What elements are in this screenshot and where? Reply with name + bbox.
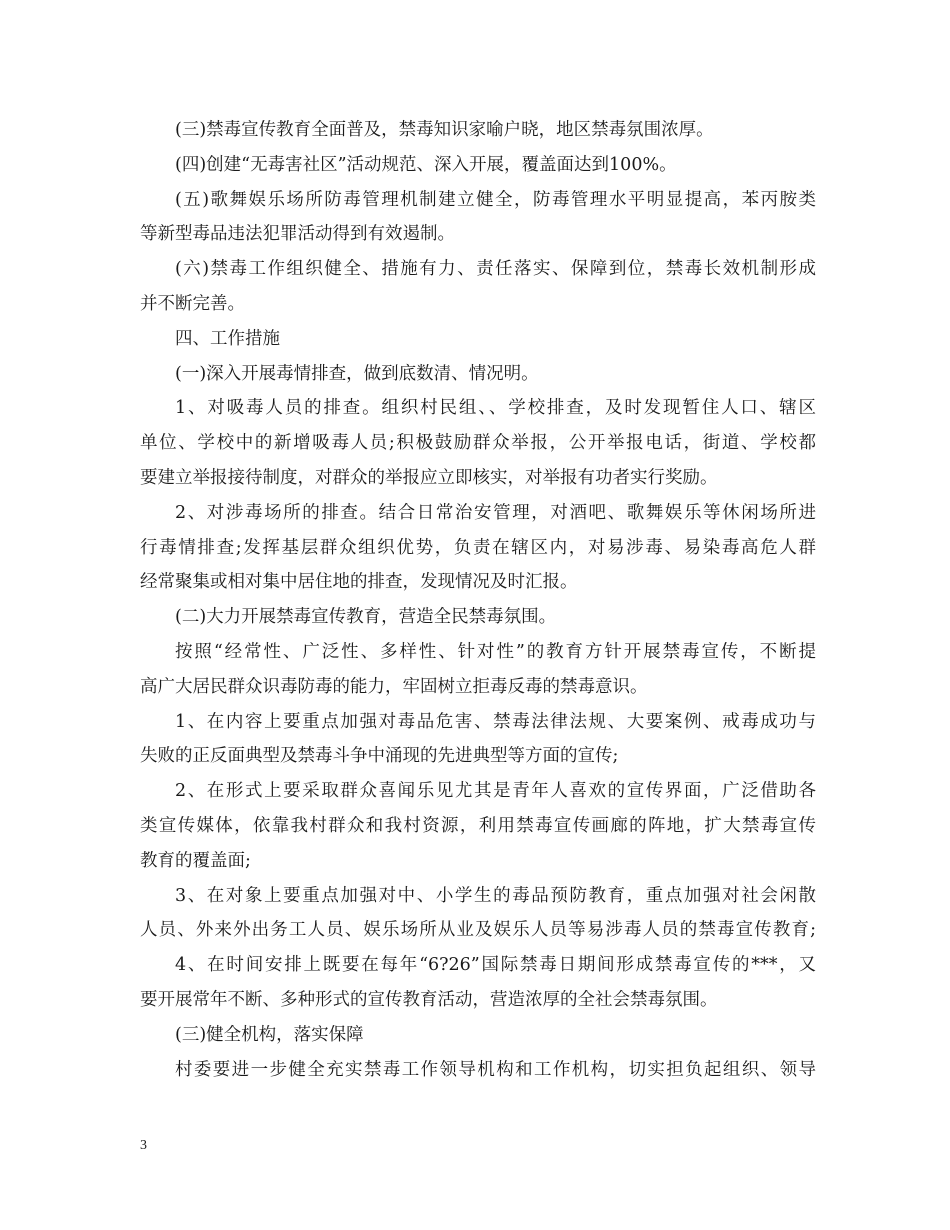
- paragraph-line: (六)禁毒工作组织健全、措施有力、责任落实、保障到位，禁毒长效机制形成: [175, 259, 816, 280]
- paragraph-line: 经常聚集或相对集中居住地的排查，发现情况及时汇报。: [140, 572, 578, 593]
- paragraph-line: 1、在内容上要重点加强对毒品危害、禁毒法律法规、大要案例、戒毒成功与: [175, 711, 816, 732]
- subsection-heading: (三)健全机构，落实保障: [175, 1024, 364, 1045]
- subsection-heading: (二)大力开展禁毒宣传教育，营造全民禁毒氛围。: [175, 607, 557, 628]
- page-number: 3: [140, 1138, 147, 1153]
- paragraph-line: 2、在形式上要采取群众喜闻乐见尤其是青年人喜欢的宣传界面，广泛借助各: [175, 781, 816, 802]
- paragraph-line: 教育的覆盖面;: [140, 850, 251, 871]
- paragraph-line: 要建立举报接待制度，对群众的举报应立即核实，对举报有功者实行奖励。: [140, 467, 718, 488]
- paragraph-line: 3、在对象上要重点加强对中、小学生的毒品预防教育，重点加强对社会闲散: [175, 885, 816, 906]
- paragraph-line: 1、对吸毒人员的排查。组织村民组、、学校排查，及时发现暂住人口、辖区: [175, 398, 816, 419]
- paragraph-line: 2、对涉毒场所的排查。结合日常治安管理，对酒吧、歌舞娱乐等休闲场所进: [175, 502, 816, 523]
- subsection-heading: (一)深入开展毒情排查，做到底数清、情况明。: [175, 363, 539, 384]
- paragraph-line: (四)创建“无毒害社区”活动规范、深入开展，覆盖面达到100%。: [175, 154, 677, 175]
- paragraph-line: 按照“经常性、广泛性、多样性、针对性”的教育方针开展禁毒宣传，不断提: [175, 641, 816, 662]
- paragraph-line: 高广大居民群众识毒防毒的能力，牢固树立拒毒反毒的禁毒意识。: [140, 676, 648, 697]
- paragraph-line: 村委要进一步健全充实禁毒工作领导机构和工作机构，切实担负起组织、领导: [175, 1059, 816, 1080]
- paragraph-line: 单位、学校中的新增吸毒人员;积极鼓励群众举报，公开举报电话，街道、学校都: [140, 433, 816, 454]
- section-heading: 四、工作措施: [175, 328, 280, 349]
- paragraph-line: (三)禁毒宣传教育全面普及，禁毒知识家喻户晓，地区禁毒氛围浓厚。: [175, 120, 714, 140]
- paragraph-line: 要开展常年不断、多种形式的宣传教育活动，营造浓厚的全社会禁毒氛围。: [140, 989, 718, 1010]
- paragraph-line: (五)歌舞娱乐场所防毒管理机制建立健全，防毒管理水平明显提高，苯丙胺类: [175, 189, 816, 210]
- document-body: [140, 113, 816, 1087]
- paragraph-line: 失败的正反面典型及禁毒斗争中涌现的先进典型等方面的宣传;: [140, 746, 619, 767]
- paragraph-line: 4、在时间安排上既要在每年“6?26”国际禁毒日期间形成禁毒宣传的***，又: [175, 955, 816, 976]
- paragraph-line: 人员、外来外出务工人员、娱乐场所从业及娱乐人员等易涉毒人员的禁毒宣传教育;: [140, 920, 816, 941]
- paragraph-line: 并不断完善。: [140, 293, 245, 314]
- paragraph-line: 等新型毒品违法犯罪活动得到有效遏制。: [140, 224, 455, 245]
- paragraph-line: 类宣传媒体，依靠我村群众和我村资源，利用禁毒宣传画廊的阵地，扩大禁毒宣传: [140, 815, 816, 836]
- paragraph-line: 行毒情排查;发挥基层群众组织优势，负责在辖区内，对易涉毒、易染毒高危人群: [140, 537, 816, 558]
